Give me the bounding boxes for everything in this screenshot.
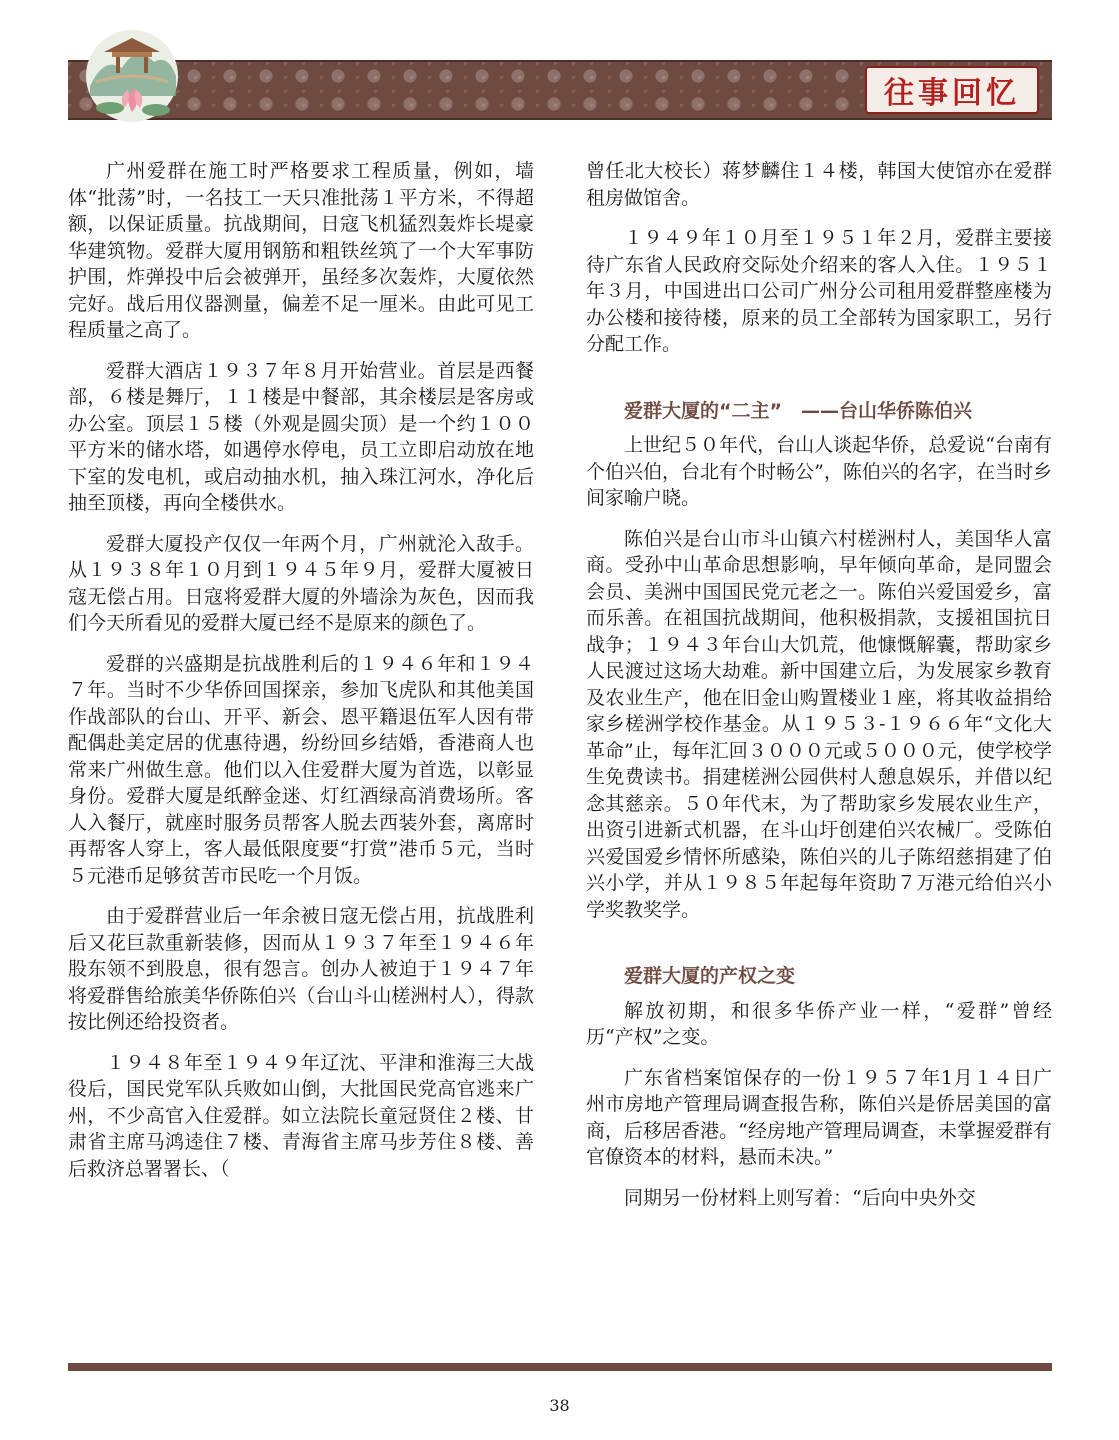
left-column bbox=[68, 158, 534, 1196]
paragraph: 爱群的兴盛期是抗战胜利后的１９４６年和１９４７年。当时不少华侨回国探亲，参加飞虎队和其他美国作战部队的台山、开平、新会、恩平籍退伍军人因有带配偶赴美定居的优惠待遇，纷纷回乡结婚，香港商人也常来广州做生意。他们以入住爱群大厦为首选，以彰显身份。爱群大厦是纸醉金迷、灯红酒绿高消费场所。客人入餐厅，就座时服务员帮客人脱去西装外套，离席时再帮客人穿上，客人最低限度要“打赏”港币５元，当时５元港币足够贫苦市民吃一个月饭。 bbox=[68, 652, 534, 887]
paragraph: 爱群大厦投产仅仅一年两个月，广州就沦入敌手。从１９３８年１０月到１９４５年９月，爱群大厦被日寇无偿占用。日寇将爱群大厦的外墙涂为灰色，因而我们今天所看见的爱群大厦已经不是原来的颜色了。 bbox=[68, 532, 534, 634]
paragraph: 爱群大酒店１９３７年８月开始营业。首层是西餐部，６楼是舞厅，１１楼是中餐部，其余楼层是客房或办公室。顶层１５楼（外观是圆尖顶）是一个约１００平方米的储水塔，如遇停水停电，员工立即启动放在地下室的发电机，或启动抽水机，抽入珠江河水，净化后抽至顶楼，再向全楼供水。 bbox=[68, 359, 534, 514]
section-heading-property-change: 爱群大厦的产权之变 bbox=[624, 965, 796, 987]
section-heading-second-owner: 爱群大厦的“二主” ——台山华侨陈伯兴 bbox=[624, 399, 972, 422]
paragraph: 广东省档案馆保存的一份１９５７年1月１４日广州市房地产管理局调查报告称，陈伯兴是侨居美国的富商，后移居香港。“经房地产管理局调查，未掌握爱群有官僚资本的材料，悬而未决。” bbox=[586, 1066, 1052, 1168]
paragraph-continuation: 曾任北大校长）蒋梦麟住１４楼，韩国大使馆亦在爱群租房做馆舍。 bbox=[586, 160, 1052, 209]
footer-rule bbox=[68, 1363, 1052, 1371]
pavilion-lotus-emblem-icon bbox=[84, 16, 180, 124]
paragraph: １９４９年１０月至１９５１年２月，爱群主要接待广东省人民政府交际处介绍来的客人入住。１９５１年３月，中国进出口公司广州分公司租用爱群整座楼为办公楼和接待楼，原来的员工全部转为国家职工，另行分配工作。 bbox=[586, 227, 1052, 355]
paragraph: 解放初期，和很多华侨产业一样，“爱群”曾经历“产权”之变。 bbox=[586, 999, 1052, 1048]
section-title: 往事回忆 bbox=[865, 66, 1039, 114]
paragraph: 同期另一份材料上则写着：“后向中央外交 bbox=[624, 1186, 976, 1209]
paragraph: 上世纪５０年代，台山人谈起华侨，总爱说“台南有个伯兴伯，台北有个时畅公”，陈伯兴的名字，在当时乡间家喻户晓。 bbox=[586, 434, 1052, 509]
paragraph: 陈伯兴是台山市斗山镇六村槎洲村人，美国华人富商。受孙中山革命思想影响，早年倾向革命，是同盟会会员、美洲中国国民党元老之一。陈伯兴爱国爱乡，富而乐善。在祖国抗战期间，他积极捐款，支援祖国抗日战争；１９４３年台山大饥荒，他慷慨解囊，帮助家乡人民渡过这场大劫难。新中国建立后，为发展家乡教育及农业生产，他在旧金山购置楼业１座，将其收益捐给家乡槎洲学校作基金。从１９５３-１９６６年“文化大革命”止，每年汇回３０００元或５０００元，使学校学生免费读书。捐建槎洲公园供村人憩息娱乐，并借以纪念其慈亲。５０年代末，为了帮助家乡发展农业生产，出资引进新式机器，在斗山圩创建伯兴农械厂。受陈伯兴爱国爱乡情怀所感染，陈伯兴的儿子陈绍慈捐建了伯兴小学，并从１９８５年起每年资助７万港元给伯兴小学奖教奖学。 bbox=[586, 527, 1052, 921]
page-number: 38 bbox=[549, 1396, 570, 1415]
paragraph: 广州爱群在施工时严格要求工程质量，例如，墙体“批荡”时，一名技工一天只准批荡１平方米，不得超额，以保证质量。抗战期间，日寇飞机猛烈轰炸长堤豪华建筑物。爱群大厦用钢筋和粗铁丝筑了一个大军事防护围，炸弹投中后会被弹开，虽经多次轰炸，大厦依然完好。战后用仪器测量，偏差不足一厘米。由此可见工程质量之高了。 bbox=[68, 160, 534, 341]
paragraph: １９４８年至１９４９年辽沈、平津和淮海三大战役后，国民党军队兵败如山倒，大批国民党高官逃来广州，不少高官入住爱群。如立法院长童冠贤住２楼、甘肃省主席马鸿逵住７楼、青海省主席马步芳住８楼、善后救济总署署长、（ bbox=[68, 1051, 534, 1180]
paragraph: 由于爱群营业后一年余被日寇无偿占用，抗战胜利后又花巨款重新装修，因而从１９３７年至１９４６年股东领不到股息，很有怨言。创办人被迫于１９４７年将爱群售给旅美华侨陈伯兴（台山斗山槎洲村人），得款按比例还给投资者。 bbox=[68, 905, 534, 1033]
right-column bbox=[586, 158, 1052, 1225]
